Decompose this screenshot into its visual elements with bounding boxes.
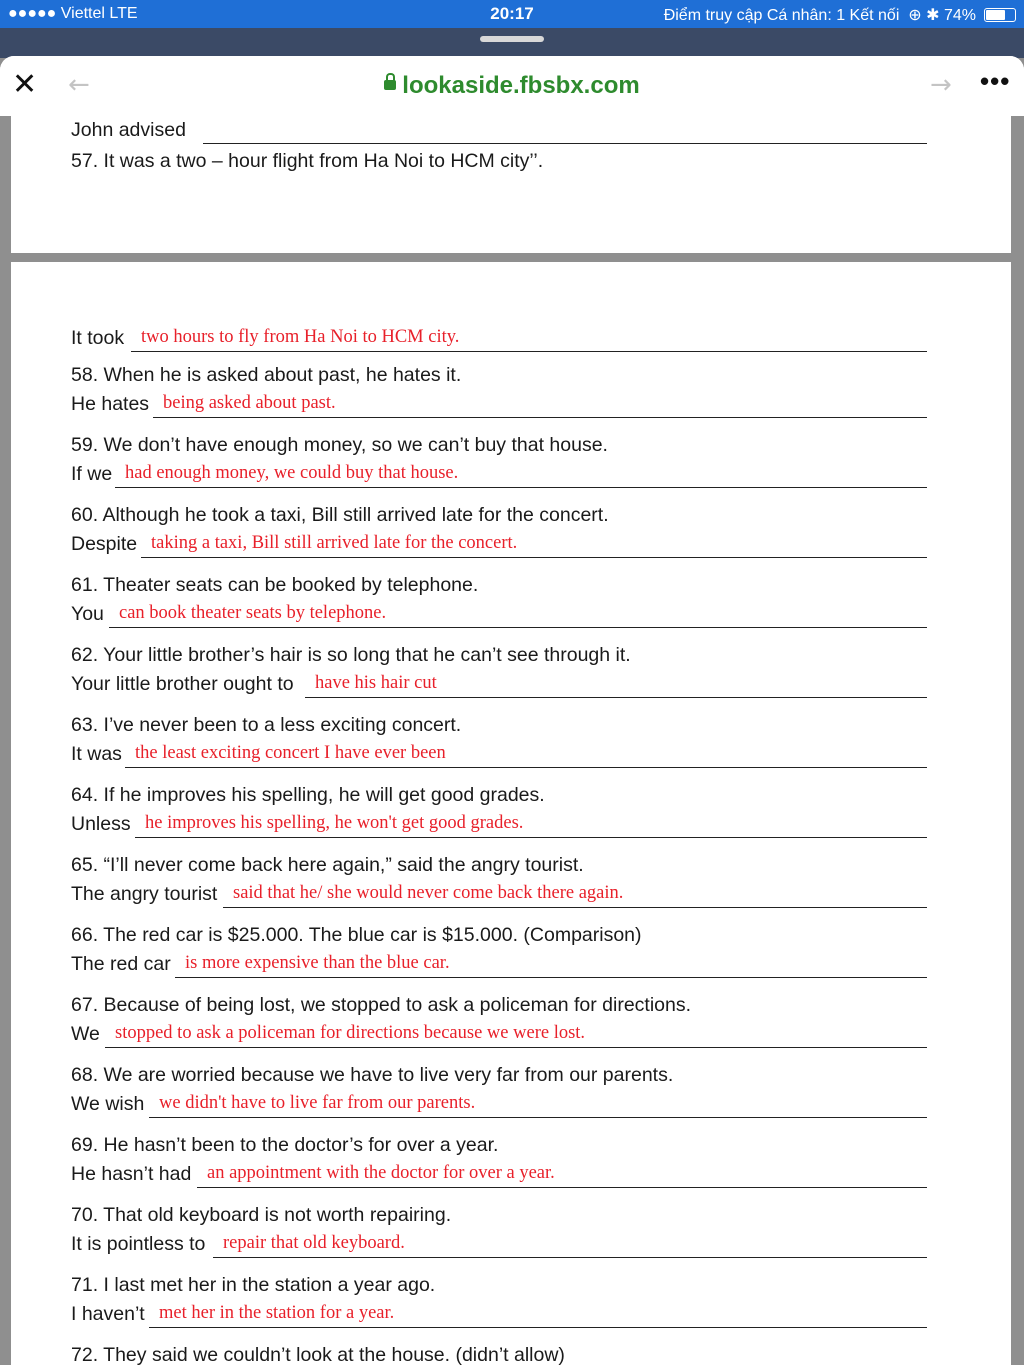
question-text: 60. Although he took a taxi, Bill still arrived late for the concert. (71, 504, 609, 526)
answer-line (71, 1300, 927, 1330)
question-text: 59. We don’t have enough money, so we can’t buy that house. (71, 434, 608, 456)
question-text: 68. We are worried because we have to live very far from our parents. (71, 1064, 674, 1086)
answer-line (71, 1090, 927, 1120)
question-text: 65. “I’ll never come back here again,” said the angry tourist. (71, 854, 584, 876)
browser-toolbar (0, 56, 1024, 117)
blank-line (153, 417, 927, 418)
handwritten-answer: being asked about past. (163, 393, 336, 413)
forward-arrow-icon[interactable]: → (930, 70, 952, 100)
handwritten-answer: repair that old keyboard. (223, 1233, 405, 1253)
close-icon[interactable]: ✕ (12, 67, 38, 102)
answer-label: It took (71, 327, 125, 349)
blank-line (197, 1187, 927, 1188)
handwritten-answer: two hours to fly from Ha Noi to HCM city. (141, 327, 460, 347)
answer-line (71, 116, 927, 146)
blank-line (135, 837, 927, 838)
answer-line (71, 460, 927, 490)
handwritten-answer: can book theater seats by telephone. (119, 603, 387, 623)
more-options-icon[interactable]: ••• (980, 66, 1011, 96)
blank-line (203, 143, 927, 144)
blank-line (105, 1047, 927, 1048)
answer-line (71, 1020, 927, 1050)
blank-line (131, 351, 927, 352)
question-text: 62. Your little brother’s hair is so long that he can’t see through it. (71, 644, 631, 666)
hotspot-status: Điểm truy cập Cá nhân: 1 Kết nối ⊕ ✱ 74% (663, 7, 976, 24)
background-app (0, 28, 1024, 58)
carrier-signal: ●●●●● Viettel LTE (8, 5, 138, 22)
blank-line (109, 627, 927, 628)
answer-line (71, 530, 927, 560)
back-arrow-icon[interactable]: ← (68, 70, 90, 100)
question-text: 61. Theater seats can be booked by telephone. (71, 574, 479, 596)
answer-label: He hates (71, 393, 150, 415)
document-page (11, 116, 1011, 253)
answer-label: It is pointless to (71, 1233, 206, 1255)
blank-line (149, 1117, 927, 1118)
answer-label: We (71, 1023, 100, 1045)
answer-label: You (71, 603, 104, 625)
blank-line (305, 697, 927, 698)
handwritten-answer: stopped to ask a policeman for directions because we were lost. (115, 1023, 586, 1043)
handwritten-answer: the least exciting concert I have ever been (135, 743, 446, 763)
answer-line (71, 740, 927, 770)
answer-line (71, 880, 927, 910)
battery-percent: 74% (943, 7, 976, 24)
answer-line (71, 600, 927, 630)
blank-line (213, 1257, 927, 1258)
question-text: 71. I last met her in the station a year ago. (71, 1274, 436, 1296)
answer-line (71, 1230, 927, 1260)
document-viewer[interactable] (0, 116, 1024, 1365)
answer-label: The angry tourist (71, 883, 218, 905)
answer-line (71, 324, 927, 354)
lock-icon (384, 80, 396, 90)
handwritten-answer: taking a taxi, Bill still arrived late for the concert. (151, 533, 518, 553)
question-text: 69. He hasn’t been to the doctor’s for over a year. (71, 1134, 499, 1156)
answer-line (71, 950, 927, 980)
answer-line (71, 670, 927, 700)
answer-label: The red car (71, 953, 171, 975)
handwritten-answer: an appointment with the doctor for over a year. (207, 1163, 555, 1183)
answer-label: We wish (71, 1093, 145, 1115)
handwritten-answer: had enough money, we could buy that house. (125, 463, 459, 483)
blank-line (223, 907, 927, 908)
question-text: 63. I’ve never been to a less exciting concert. (71, 714, 462, 736)
question-text: 72. They said we couldn’t look at the house. (didn’t allow) (71, 1344, 565, 1365)
answer-label: Your little brother ought to (71, 673, 294, 695)
answer-line (71, 390, 927, 420)
handwritten-answer: is more expensive than the blue car. (185, 953, 450, 973)
clock: 20:17 (490, 4, 534, 23)
question-57: 57. It was a two – hour flight from Ha Noi to HCM city’’. (71, 150, 544, 172)
question-text: 66. The red car is $25.000. The blue car is $15.000. (Comparison) (71, 924, 642, 946)
sheet-drag-handle[interactable] (480, 36, 544, 42)
question-text: 70. That old keyboard is not worth repairing. (71, 1204, 452, 1226)
answer-label: I haven’t (71, 1303, 145, 1325)
handwritten-answer: met her in the station for a year. (159, 1303, 395, 1323)
answer-label: He hasn’t had (71, 1163, 192, 1185)
answer-label: John advised (71, 119, 186, 141)
answer-label: If we (71, 463, 113, 485)
browser-sheet (0, 56, 1024, 1365)
answer-line (71, 810, 927, 840)
battery-icon (984, 8, 1016, 22)
handwritten-answer: he improves his spelling, he won't get good grades. (145, 813, 524, 833)
handwritten-answer: said that he/ she would never come back there again. (233, 883, 624, 903)
blank-line (141, 557, 927, 558)
handwritten-answer: we didn't have to live far from our parents. (159, 1093, 476, 1113)
question-text: 67. Because of being lost, we stopped to ask a policeman for directions. (71, 994, 692, 1016)
question-text: 58. When he is asked about past, he hates it. (71, 364, 462, 386)
answer-label: Despite (71, 533, 138, 555)
url-text: lookaside.fbsbx.com (402, 72, 640, 99)
document-page (11, 262, 1011, 1365)
question-text: 64. If he improves his spelling, he will get good grades. (71, 784, 545, 806)
blank-line (115, 487, 927, 488)
blank-line (149, 1327, 927, 1328)
handwritten-answer: have his hair cut (315, 673, 437, 693)
answer-line (71, 1160, 927, 1190)
url-display[interactable] (0, 72, 1024, 100)
answer-label: It was (71, 743, 122, 765)
blank-line (175, 977, 927, 978)
answer-label: Unless (71, 813, 131, 835)
blank-line (125, 767, 927, 768)
status-bar (0, 0, 1024, 28)
